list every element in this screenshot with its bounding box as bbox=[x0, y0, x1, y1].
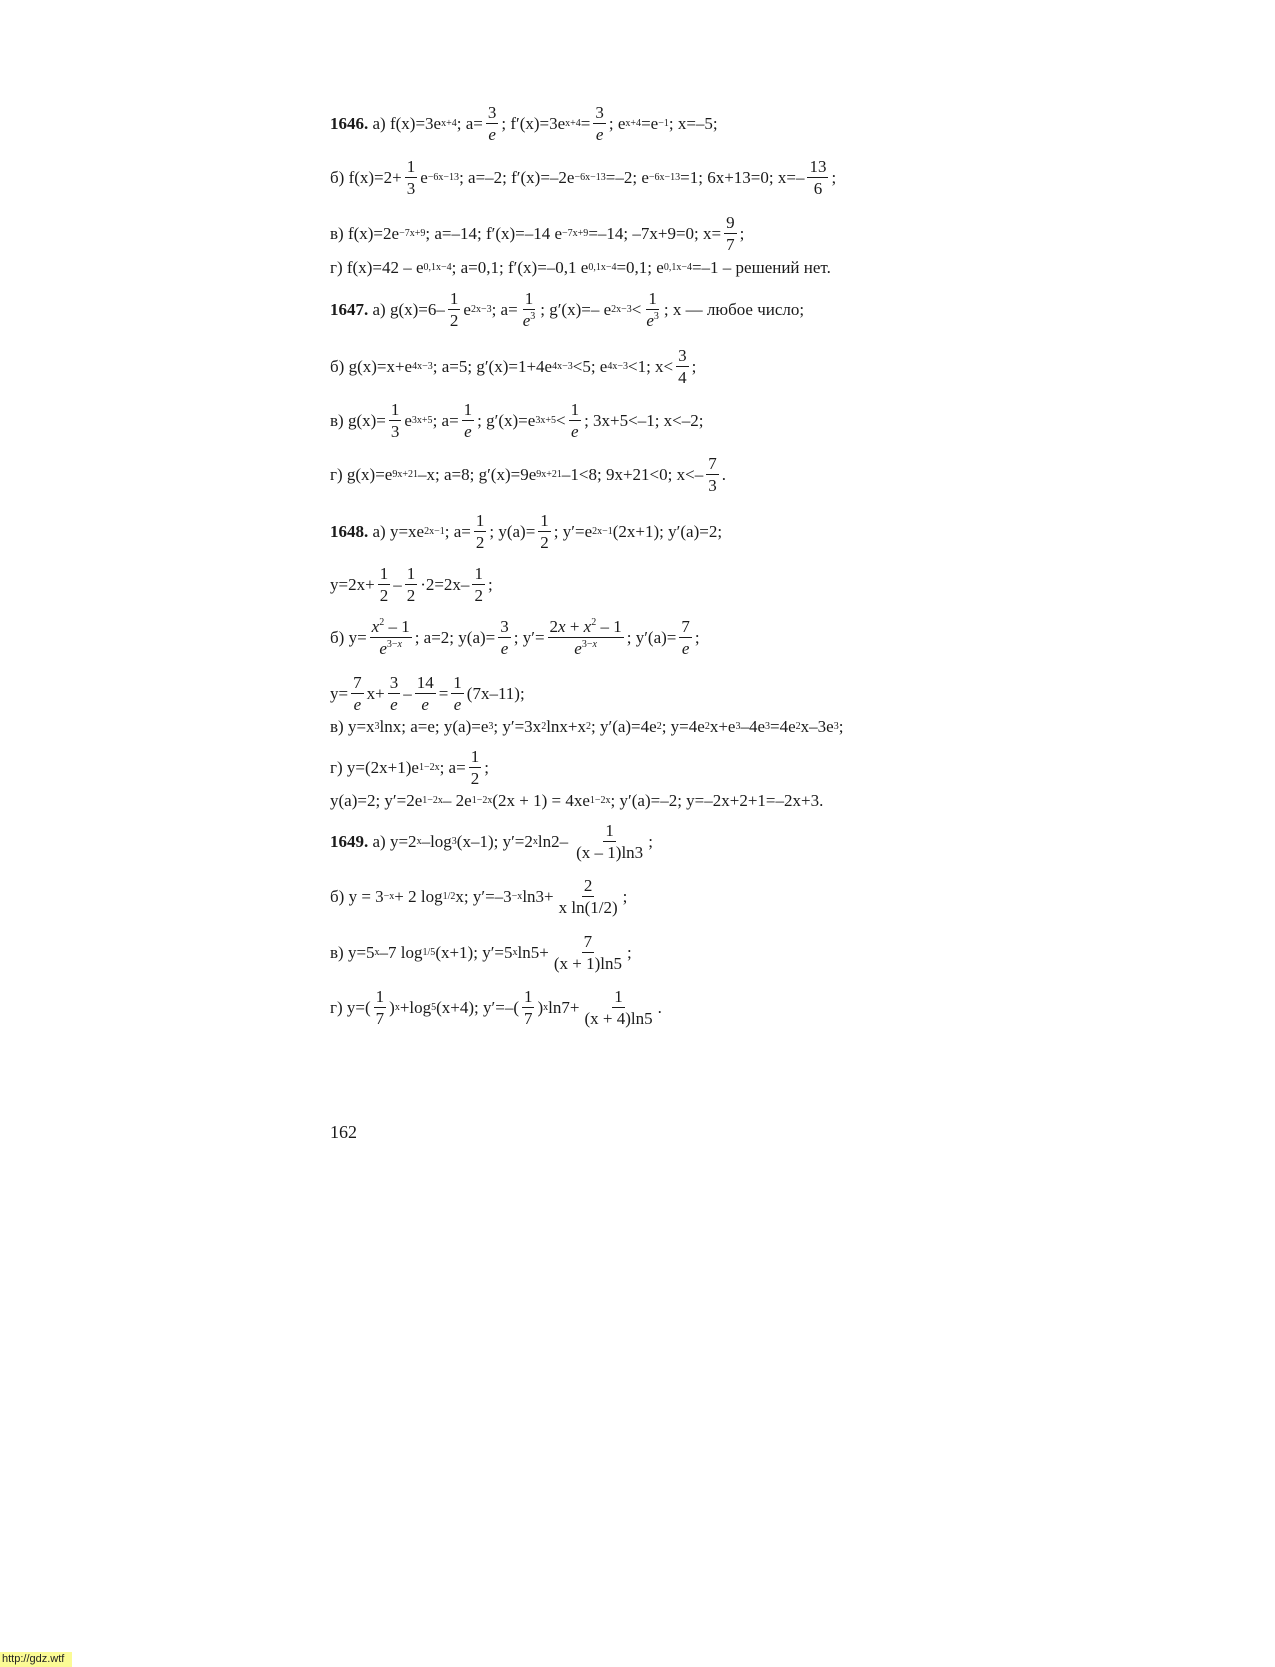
part-label: а) bbox=[372, 832, 386, 851]
part-label: б) bbox=[330, 357, 345, 376]
part-label: б) bbox=[330, 168, 345, 187]
watermark-link[interactable]: http://gdz.wtf bbox=[0, 1652, 72, 1667]
part-label: а) bbox=[372, 114, 386, 133]
part-label: а) bbox=[372, 522, 386, 541]
problem-1648-a: 1648. а) y=xe 2x−1 ; a= $\frac{1}{2}$ ; y(a)= $\frac{1}{2}$ ; y′=e 2x−1 (2x+1); y′(a)=2; bbox=[330, 511, 723, 552]
part-label: г) bbox=[330, 998, 343, 1017]
problem-1649-g: г) y=( $\frac{1}{7}$ ) x +log 5 (x+4); y′=–( $\frac{1}{7}$ ) x ln7+ $\frac{1}{(x + 4)\ln 5}$ . bbox=[330, 987, 662, 1028]
part-label: в) bbox=[330, 224, 344, 243]
problem-1646-v: в) f(x)=2e −7x+9 ; a=–14; f′(x)=–14 e −7x+9 =–14; –7x+9=0; x= $\frac{9}{7}$ ; bbox=[330, 213, 745, 254]
page-number: 162 bbox=[330, 1122, 357, 1142]
part-label: г) bbox=[330, 258, 343, 277]
part-label: г) bbox=[330, 465, 343, 484]
problem-number: 1646. bbox=[330, 114, 369, 133]
problem-1649-v: в) y=5 x –7 log 1/5 (x+1); y′=5 x ln5+ $\frac{7}{(x + 1)\ln 5}$ ; bbox=[330, 932, 632, 973]
problem-1648-b: б) y= $\frac{x^2 - 1}{e^{3-x}}$ ; a=2; y(a)= $\frac{3}{e}$ ; y′= $\frac{2x + x^2 - 1}{e^{3-x}}$ ; y′(a)= $\frac{7}{e}$ ; bbox=[330, 617, 700, 658]
problem-1648-v: в) y=x 3 lnx; a=e; y(a)=e 3 ; y′=3x 2 lnx+x 2 ; y′(a)=4e 2 ; y=4e 2 x+e 3 –4e 3 =4e 2 x–3e 3 ; bbox=[330, 717, 844, 736]
problem-1649-b: б) y = 3 −x + 2 log 1/2 x; y′=–3 −x ln3+ $\frac{2}{\text{x ln(1/2)}}$ ; bbox=[330, 876, 628, 917]
problem-number: 1648. bbox=[330, 522, 369, 541]
problem-1649-a: 1649. а) y=2 x –log 3 (x–1); y′=2 x ln2– $\frac{1}{(x - 1)\ln 3}$ ; bbox=[330, 821, 653, 862]
part-label: г) bbox=[330, 758, 343, 777]
problem-1648-b-tangent: y= $\frac{7}{e}$ x+ $\frac{3}{e}$ – $\frac{14}{e}$ = $\frac{1}{e}$ (7x–11); bbox=[330, 673, 525, 714]
problem-number: 1647. bbox=[330, 300, 369, 319]
problem-1647-g: г) g(x)=e 9x+21 –x; a=8; g′(x)=9e 9x+21 –1<8; 9x+21<0; x<– $\frac{7}{3}$ . bbox=[330, 454, 726, 495]
problem-1647-a: 1647. а) g(x)=6– $\frac{1}{2}$ e 2x−3 ; a= $\frac{1}{e^3}$ ; g′(x)=– e 2x−3 < $\frac{1}{e^3}$ ; x — любое число; bbox=[330, 289, 805, 330]
part-label: а) bbox=[372, 300, 386, 319]
problem-1646-g: г) f(x)=42 – e 0,1x−4 ; a=0,1; f′(x)=–0,1 e 0,1x−4 =0,1; e 0,1x−4 =–1 – решений нет. bbox=[330, 258, 831, 277]
part-label: в) bbox=[330, 411, 344, 430]
problem-1646-b: б) f(x)=2+ $\frac{1}{3}$ e −6x−13 ; a=–2; f′(x)=–2e −6x−13 =–2; e −6x−13 =1; 6x+13=0; x=– $\frac{13}{6}$ ; bbox=[330, 157, 837, 198]
problem-1648-g: г) y=(2x+1)e 1−2x ; a= $\frac{1}{2}$ ; bbox=[330, 747, 489, 788]
part-label: в) bbox=[330, 943, 344, 962]
problem-number: 1649. bbox=[330, 832, 369, 851]
part-label: б) bbox=[330, 887, 345, 906]
part-label: б) bbox=[330, 628, 345, 647]
problem-1647-v: в) g(x)= $\frac{1}{3}$ e 3x+5 ; a= $\frac{1}{e}$ ; g′(x)=e 3x+5 < $\frac{1}{e}$ ; 3x+5<–1; x<–2; bbox=[330, 400, 704, 441]
problem-1648-a-tangent: y=2x+ $\frac{1}{2}$ – $\frac{1}{2}$ ·2=2x– $\frac{1}{2}$ ; bbox=[330, 564, 493, 605]
problem-1647-b: б) g(x)=x+e 4x−3 ; a=5; g′(x)=1+4e 4x−3 <5; e 4x−3 <1; x< $\frac{3}{4}$ ; bbox=[330, 346, 697, 387]
part-label: в) bbox=[330, 717, 344, 736]
problem-1646-a: 1646. а) f(x)=3e x+4 ; a= $\frac{3}{e}$ ; f′(x)=3e x+4 = $\frac{3}{e}$ ; e x+4 =e −1 ; x=–5; bbox=[330, 103, 718, 144]
problem-1648-g-derivative: y(a)=2; y′=2e 1−2x – 2e 1−2x (2x + 1) = 4xe 1−2x ; y′(a)=–2; y=–2x+2+1=–2x+3. bbox=[330, 791, 824, 810]
